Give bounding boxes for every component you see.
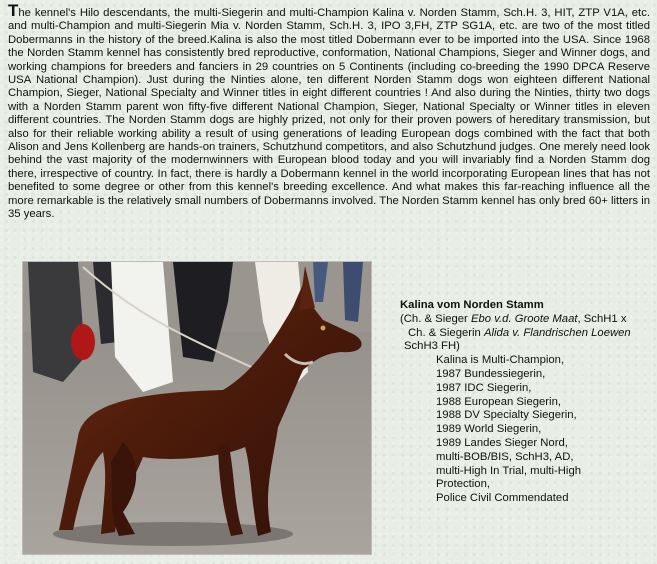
photo-caption bbox=[400, 299, 650, 506]
title-item: 1988 DV Specialty Siegerin, bbox=[436, 409, 577, 422]
caption-title: Kalina vom Norden Stamm bbox=[400, 299, 544, 311]
title-item: 1987 Bundessiegerin, bbox=[436, 367, 546, 380]
dog-photo bbox=[22, 261, 372, 555]
sire-suffix: , SchH1 x bbox=[577, 312, 627, 325]
title-item: Protection, bbox=[436, 478, 491, 491]
titles-list bbox=[400, 354, 650, 506]
title-item: 1989 World Siegerin, bbox=[436, 423, 542, 436]
title-item: Police Civil Commendated bbox=[436, 492, 569, 505]
title-item: Kalina is Multi-Champion, bbox=[436, 354, 565, 367]
intro-text: he kennel's Hilo descendants, the multi-Siegerin and multi-Champion Kalina v. Norden Stamm, Sch.H. 3, HIT, ZTP V1A, etc. and multi-Champion and multi-Siegerin Mia v. Norden Stamm, Sch.H. 3, IPO 3,FH, ZTP SG1A, etc. are two of the most titled Dobermanns in the history of the breed.Kalina is also the most titled Dobermann ever to be imported into the USA. Since 1968 the Norden Stamm kennel has consistently bred reproductive, conformation, National Champions, Sieger and Winner dogs, and working champions for breeders and fanciers in 29 countries on 5 Continents (including co-breeding the 1990 DPCA Reserve USA National Champion). Just during the Ninties alone, ten different Norden Stamm dogs won eighteen different National Champion, Sieger, National Specialty and Winner titles in eight different countries ! And also during the Ninties, thirty two dogs with a Norden Stamm parent won fifty-five different National Champion, Sieger, National Specialty or Winner titles in eleven different countries. The Norden Stamm dogs are highly prized, not only for their proven powers of hereditary transmission, but also for their reliable working ability a result of using generations of leading European dogs combined with the fact that both Alison and Jens Kollenberg are hands-on trainers, Schutzhund competitors, and also Schutzhund judges. One merely need look behind the vast majority of the modernwinners with European blood today and you will invariably find a Norden Stamm dog there, irrespective of country. In fact, there is hardly a Dobermann kennel in the world incorporating European lines that has not benefited to some degree or other from this kennel's breeding excellence. And what makes this far-reaching influence all the more remarkable is the relatively small numbers of Dobermanns involved. The Norden Stamm kennel has only bred 60+ litters in 35 years. bbox=[8, 7, 650, 221]
title-item: 1988 European Siegerin, bbox=[436, 395, 561, 408]
dam-prefix: Ch. & Siegerin bbox=[408, 326, 484, 339]
drop-cap: T bbox=[8, 1, 19, 20]
dobermann-photo-illustration bbox=[23, 262, 371, 554]
intro-paragraph bbox=[8, 1, 650, 222]
sire-prefix: (Ch. & Sieger bbox=[400, 312, 471, 325]
dam-suffix: SchH3 FH) bbox=[404, 340, 460, 353]
dam-name: Alida v. Flandrischen Loewen bbox=[483, 326, 631, 339]
title-item: 1987 IDC Siegerin, bbox=[436, 381, 532, 394]
dam-line bbox=[400, 327, 650, 341]
title-item: multi-High In Trial, multi-High bbox=[436, 464, 582, 477]
title-item: multi-BOB/BIS, SchH3, AD, bbox=[436, 450, 574, 463]
title-item: 1989 Landes Sieger Nord, bbox=[436, 436, 568, 449]
sire-name: Ebo v.d. Groote Maat bbox=[470, 312, 578, 325]
caption-pedigree bbox=[400, 313, 650, 354]
